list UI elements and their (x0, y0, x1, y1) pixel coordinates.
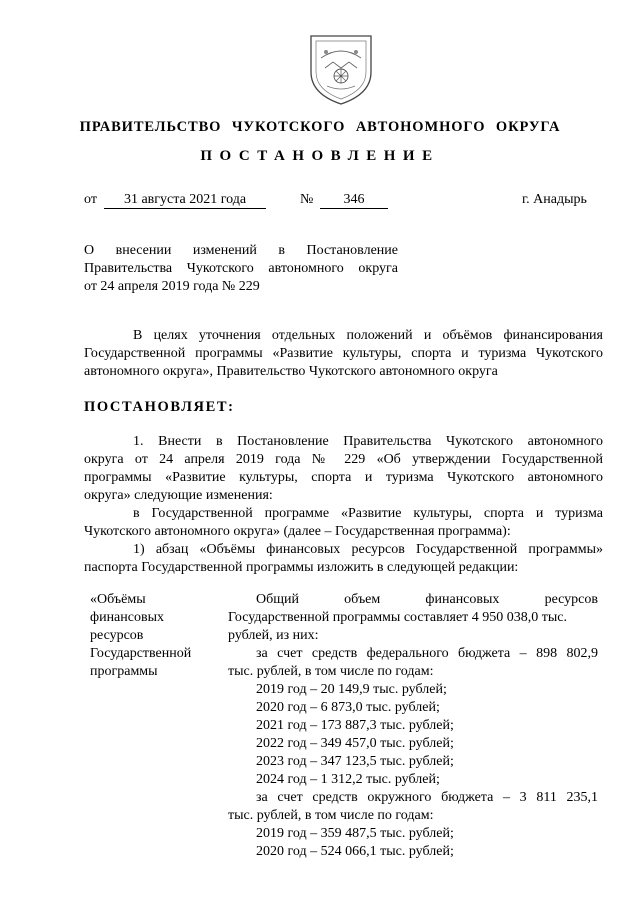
table-right-line: 2019 год – 20 149,9 тыс. рублей; (256, 682, 447, 697)
table-right-line: 2024 год – 1 312,2 тыс. рублей; (256, 772, 440, 787)
table-left-line: ресурсов (90, 628, 144, 643)
table-right-line: Общий объем финансовых ресурсов (256, 592, 598, 607)
document-number: 346 (320, 192, 388, 209)
table-right-line: за счет средств федерального бюджета – 898 802,9 (256, 646, 598, 661)
decree-heading: ПОСТАНОВЛЯЕТ: (84, 399, 235, 415)
table-right-line: 2020 год – 6 873,0 тыс. рублей; (256, 700, 440, 715)
table-right-line: Государственной программы составляет 4 950 038,0 тыс. (228, 610, 568, 625)
body-line: 1) абзац «Объёмы финансовых ресурсов Государственной программы» (133, 542, 603, 557)
table-left-line: «Объёмы (90, 592, 146, 607)
subject-line: от 24 апреля 2019 года № 229 (84, 279, 260, 294)
body-line: программы «Развитие культуры, спорта и туризма Чукотского автономного (84, 470, 603, 485)
table-right-line: 2021 год – 173 887,3 тыс. рублей; (256, 718, 454, 733)
body-line: округа от 24 апреля 2019 года № 229 «Об утверждении Государственной (84, 452, 603, 467)
government-title: ПРАВИТЕЛЬСТВО ЧУКОТСКОГО АВТОНОМНОГО ОКРУГА (79, 119, 561, 135)
document-date: 31 августа 2021 года (104, 192, 266, 209)
city: г. Анадырь (522, 192, 587, 207)
table-right-line: 2022 год – 349 457,0 тыс. рублей; (256, 736, 454, 751)
body-line: 1. Внести в Постановление Правительства Чукотского автономного (133, 434, 603, 449)
table-right-line: 2019 год – 359 487,5 тыс. рублей; (256, 826, 454, 841)
table-right-line: тыс. рублей, в том числе по годам: (228, 664, 434, 679)
subject-line: Правительства Чукотского автономного округа (84, 261, 398, 276)
subject-line: О внесении изменений в Постановление (84, 243, 398, 258)
table-right-line: за счет средств окружного бюджета – 3 811 235,1 (256, 790, 598, 805)
document-type: ПОСТАНОВЛЕНИЕ (200, 148, 440, 164)
table-left-line: Государственной (90, 646, 192, 661)
table-right-line: тыс. рублей, в том числе по годам: (228, 808, 434, 823)
table-right-line: 2023 год – 347 123,5 тыс. рублей; (256, 754, 454, 769)
number-sign: № (300, 192, 314, 207)
body-line: паспорта Государственной программы изложить в следующей редакции: (84, 560, 519, 575)
preamble-line: автономного округа», Правительство Чукотского автономного округа (84, 364, 498, 379)
table-left-line: программы (90, 664, 158, 679)
table-left-line: финансовых (90, 610, 164, 625)
preamble-line: В целях уточнения отдельных положений и объёмов финансирования (133, 328, 603, 343)
from-label: от (84, 192, 97, 207)
table-right-line: 2020 год – 524 066,1 тыс. рублей; (256, 844, 454, 859)
body-line: Чукотского автономного округа» (далее – Государственная программа): (84, 524, 511, 539)
body-line: в Государственной программе «Развитие культуры, спорта и туризма (133, 506, 603, 521)
preamble-line: Государственной программы «Развитие культуры, спорта и туризма Чукотского (84, 346, 603, 361)
table-right-line: рублей, из них: (228, 628, 319, 643)
body-line: округа» следующие изменения: (84, 488, 273, 503)
coat-of-arms-emblem (305, 28, 377, 106)
